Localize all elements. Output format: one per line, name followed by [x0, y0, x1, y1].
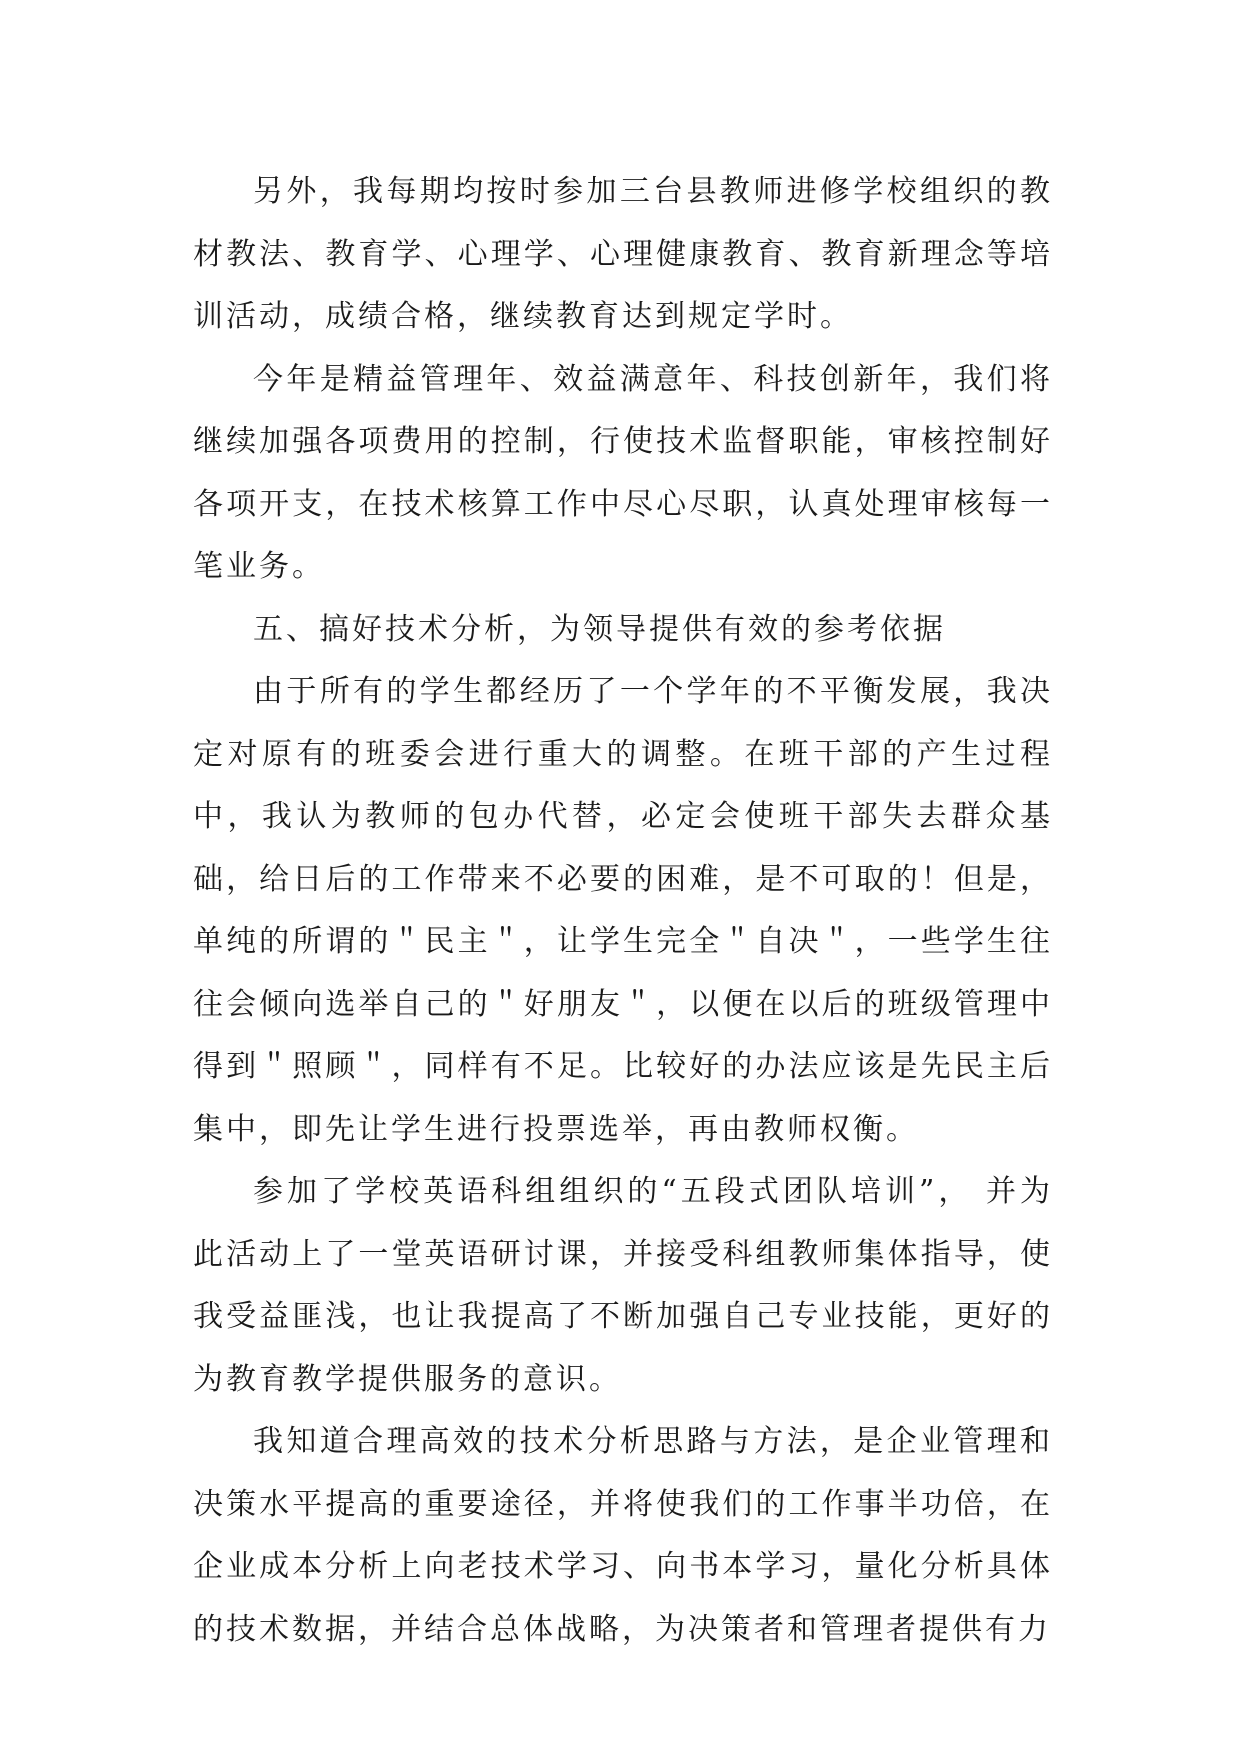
section-heading-technical-analysis: 五、搞好技术分析，为领导提供有效的参考依据	[253, 611, 946, 647]
paragraph-analysis-methods: 我知道合理高效的技术分析思路与方法，是企业管理和决策水平提高的重要途径，并将使我们的工作事半功倍，在企业成本分析上向老技术学习、向书本学习，量化分析具体的技术数据，并结合总体战略，为决策者和管理者提供有力	[193, 1424, 1053, 1647]
paragraph-class-committee: 由于所有的学生都经历了一个学年的不平衡发展，我决定对原有的班委会进行重大的调整。在班干部的产生过程中，我认为教师的包办代替，必定会使班干部失去群众基础，给日后的工作带来不必要的困难，是不可取的！但是，单纯的所谓的＂民主＂，让学生完全＂自决＂，一些学生往往会倾向选举自己的＂好朋友＂，以便在以后的班级管理中得到＂照顾＂，同样有不足。比较好的办法应该是先民主后集中，即先让学生进行投票选举，再由教师权衡。	[193, 674, 1053, 1147]
document-body	[193, 161, 1053, 1661]
paragraph-team-training: 参加了学校英语科组组织的“五段式团队培训”， 并为此活动上了一堂英语研讨课，并接受科组教师集体指导，使我受益匪浅，也让我提高了不断加强自己专业技能，更好的为教育教学提供服务的意识。	[193, 1174, 1053, 1397]
paragraph-training: 另外，我每期均按时参加三台县教师进修学校组织的教材教法、教育学、心理学、心理健康教育、教育新理念等培训活动，成绩合格，继续教育达到规定学时。	[193, 174, 1053, 334]
paragraph-cost-control: 今年是精益管理年、效益满意年、科技创新年，我们将继续加强各项费用的控制，行使技术监督职能，审核控制好各项开支，在技术核算工作中尽心尽职，认真处理审核每一笔业务。	[193, 361, 1053, 584]
